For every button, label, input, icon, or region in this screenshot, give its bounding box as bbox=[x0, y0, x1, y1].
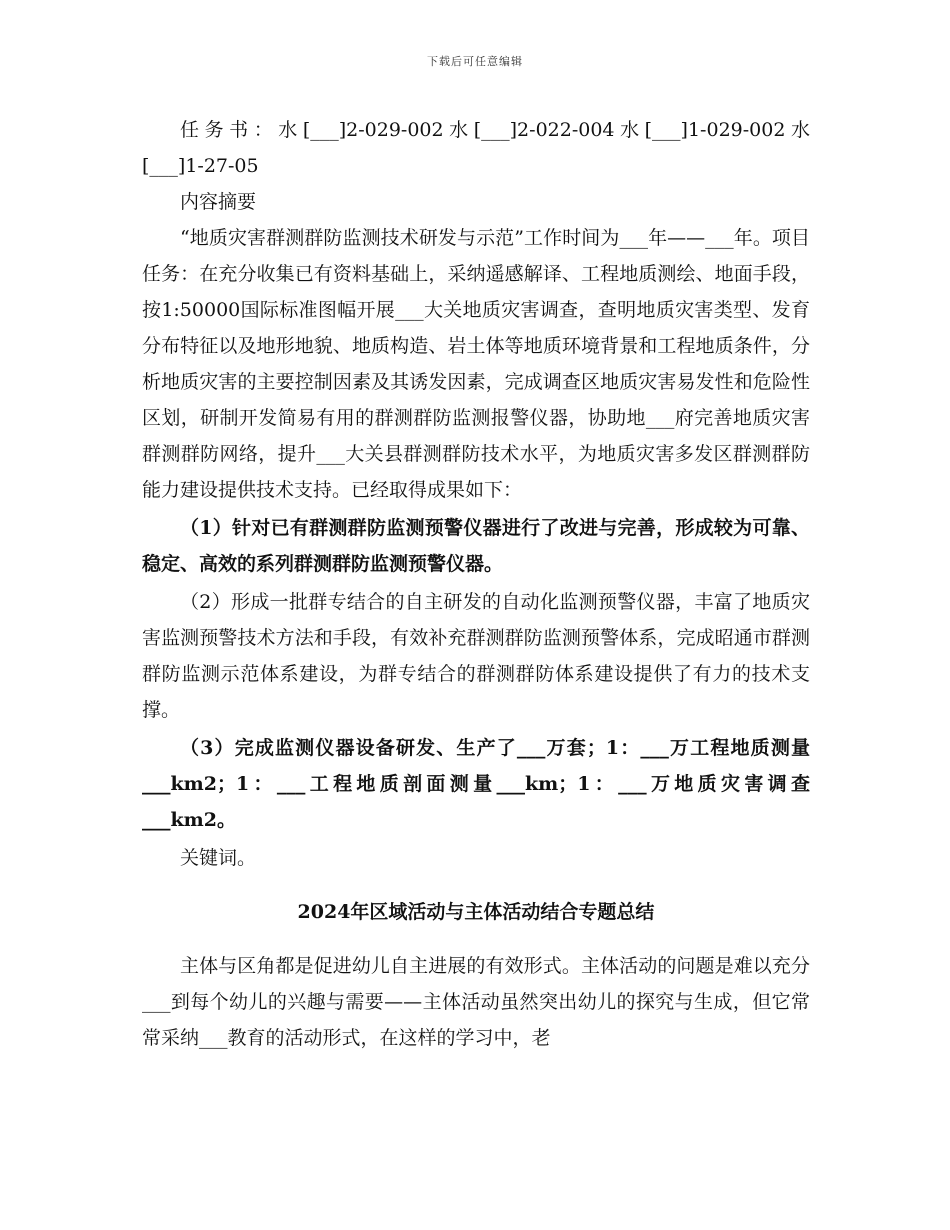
abstract-heading: 内容摘要 bbox=[180, 191, 257, 213]
result-2: （2）形成一批群专结合的自主研发的自动化监测预警仪器，丰富了地质灾害监测预警技术方法和手段，有效补充群测群防监测预警体系，完成昭通市群测群防监测示范体系建设，为群专结合的群测群防体系建设提供了有力的技术支撑。 bbox=[142, 591, 810, 721]
abstract-body: “地质灾害群测群防监测技术研发与示范”工作时间为___年——___年。项目任务：在充分收集已有资料基础上，采纳遥感解译、工程地质测绘、地面手段，按1:50000国际标准图幅开展___大关地质灾害调查，查明地质灾害类型、发育分布特征以及地形地貌、地质构造、岩土体等地质环境背景和工程地质条件，分析地质灾害的主要控制因素及其诱发因素，完成调查区地质灾害易发性和危险性区划，研制开发简易有用的群测群防监测报警仪器，协助地___府完善地质灾害群测群防网络，提升___大关县群测群防技术水平，为地质灾害多发区群测群防能力建设提供技术支持。已经取得成果如下： bbox=[142, 227, 810, 501]
result-3: （3）完成监测仪器设备研发、生产了___万套；1：___万工程地质测量___km2；1：___工程地质剖面测量___km；1：___万地质灾害调查___km2。 bbox=[142, 737, 810, 831]
section-title: 2024年区域活动与主体活动结合专题总结 bbox=[297, 901, 655, 923]
page-header: 下载后可任意编辑 bbox=[427, 55, 523, 68]
document-body bbox=[142, 112, 810, 1056]
section-paragraph: 主体与区角都是促进幼儿自主进展的有效形式。主体活动的问题是难以充分___到每个幼儿的兴趣与需要——主体活动虽然突出幼儿的探究与生成，但它常常采纳___教育的活动形式，在这样的学习中，老 bbox=[142, 955, 810, 1049]
result-1: （1）针对已有群测群防监测预警仪器进行了改进与完善，形成较为可靠、稳定、高效的系列群测群防监测预警仪器。 bbox=[142, 517, 810, 575]
task-line: 任务书：水[___]2-029-002水[___]2-022-004水[___]1-029-002水[___]1-27-05 bbox=[142, 119, 810, 177]
keywords-line: 关键词。 bbox=[180, 847, 257, 869]
